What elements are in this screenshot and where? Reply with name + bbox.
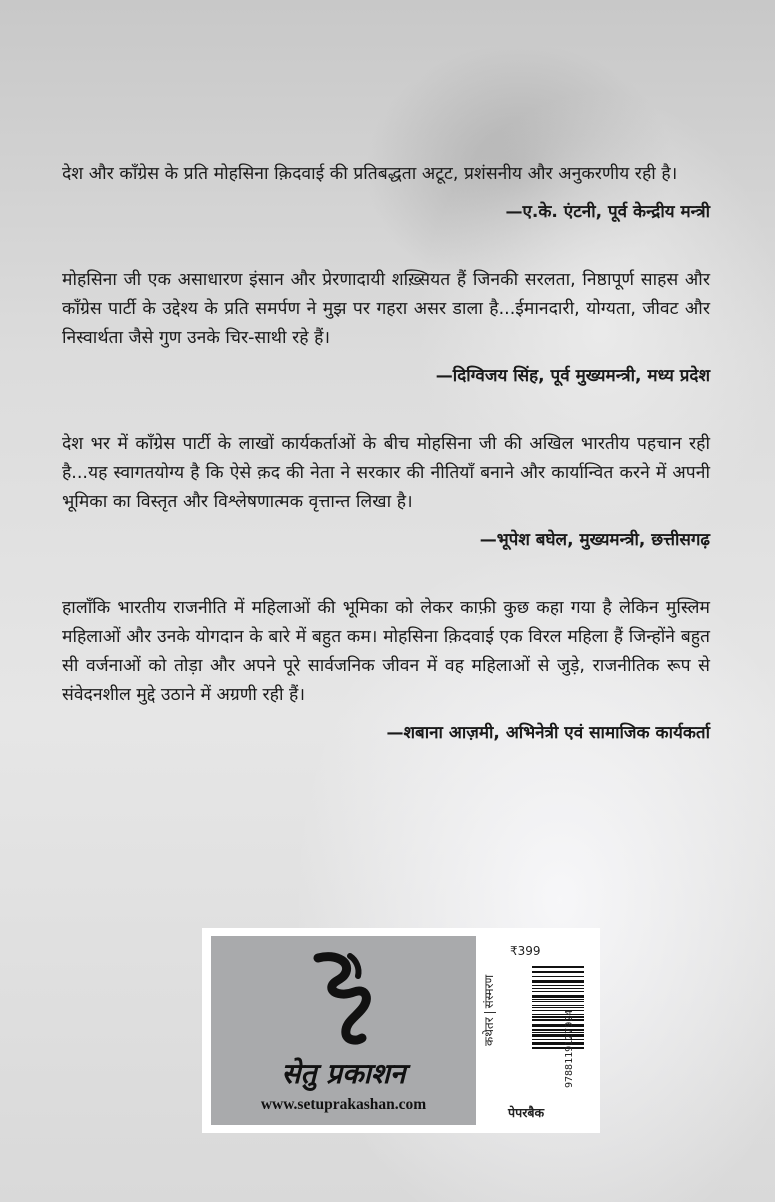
barcode-bar	[532, 966, 584, 968]
format-label: पेपरबैक	[508, 1105, 545, 1120]
barcode-bar	[532, 1010, 584, 1011]
category-right: संस्मरण	[482, 974, 496, 1009]
category-divider	[484, 1012, 496, 1013]
price: ₹399	[510, 944, 541, 958]
barcode-bar	[532, 1005, 584, 1006]
quote-attribution: —ए.के. एंटनी, पूर्व केन्द्रीय मन्त्री	[505, 202, 710, 222]
quote-text: मोहसिना जी एक असाधारण इंसान और प्रेरणादायी शख़्सियत हैं जिनकी सरलता, निष्ठापूर्ण साहस और काँग्रेस पार्टी के उद्देश्य के प्रति समर्पण ने मुझ पर गहरा असर डाला है...ईमानदारी, योग्यता, जीवट और निस्वार्थता जैसे गुण उनके चिर-साथी रहे हैं।	[62, 270, 710, 348]
barcode-bar	[532, 999, 584, 1000]
barcode-bar	[532, 971, 584, 973]
quote-text: देश भर में काँग्रेस पार्टी के लाखों कार्यकर्ताओं के बीच मोहसिना जी की अखिल भारतीय पहचान रही है...यह स्वागतयोग्य है कि ऐसे क़द की नेता ने सरकार की नीतियाँ बनाने और कार्यान्वित करने में अपनी भूमिका का विस्तृत और विश्लेषणात्मक वृत्तान्त लिखा है।	[62, 434, 710, 512]
barcode-bar	[532, 1019, 584, 1021]
publisher-name: सेतु प्रकाशन	[281, 1057, 406, 1090]
endorsement-azmi	[62, 594, 710, 746]
quote-text: हालाँकि भारतीय राजनीति में महिलाओं की भूमिका को लेकर काफ़ी कुछ कहा गया है लेकिन मुस्लिम महिलाओं और उनके योगदान के बारे में बहुत कम। मोहसिना क़िदवाई एक विरल महिला हैं जिन्होंने बहुत सी वर्जनाओं को तोड़ा और अपने पूरे सार्वजनिक जीवन में वह महिलाओं से जुड़े, राजनीतिक रूप से संवेदनशील मुद्दे उठाने में अग्रणी रही हैं।	[62, 598, 710, 705]
quote-text: देश और काँग्रेस के प्रति मोहसिना क़िदवाई की प्रतिबद्धता अटूट, प्रशंसनीय और अनुकरणीय रही है।	[62, 164, 678, 184]
barcode-bar	[532, 1039, 584, 1040]
barcode-bar	[532, 1016, 584, 1018]
barcode-bar	[532, 976, 584, 977]
category-left: कथेतर	[482, 1017, 496, 1046]
publisher-logo-panel	[211, 936, 476, 1125]
barcode-bar	[532, 1034, 584, 1037]
quote-attribution: —भूपेश बघेल, मुख्यमन्त्री, छत्तीसगढ़	[479, 530, 710, 550]
barcode-bar	[532, 1029, 584, 1031]
setu-logo-icon	[211, 950, 476, 1054]
endorsement-antony	[62, 160, 710, 225]
endorsement-baghel	[62, 430, 710, 553]
endorsements	[62, 160, 710, 787]
barcode-bar	[532, 1047, 584, 1049]
category-label	[480, 956, 502, 1046]
barcode-bar	[532, 1007, 584, 1008]
barcode-bar	[532, 980, 584, 983]
barcode-bar	[532, 1032, 584, 1033]
barcode-bar	[532, 1042, 584, 1045]
publisher-box	[202, 928, 600, 1133]
barcode-bar	[532, 1001, 584, 1002]
barcode-bar	[532, 991, 584, 992]
endorsement-digvijaya	[62, 266, 710, 389]
isbn-number: 9788119127924	[564, 1009, 575, 1088]
publisher-url[interactable]: www.setuprakashan.com	[260, 1096, 427, 1113]
quote-attribution: —शबाना आज़मी, अभिनेत्री एवं सामाजिक कार्यकर्ता	[386, 723, 710, 743]
barcode-bar	[532, 985, 584, 986]
barcode-bar	[532, 1024, 584, 1027]
barcode-bar	[532, 988, 584, 989]
quote-attribution: —दिग्विजय सिंह, पूर्व मुख्यमन्त्री, मध्य प्रदेश	[435, 366, 710, 386]
barcode-bar	[532, 1014, 584, 1015]
barcode-bar	[532, 995, 584, 998]
